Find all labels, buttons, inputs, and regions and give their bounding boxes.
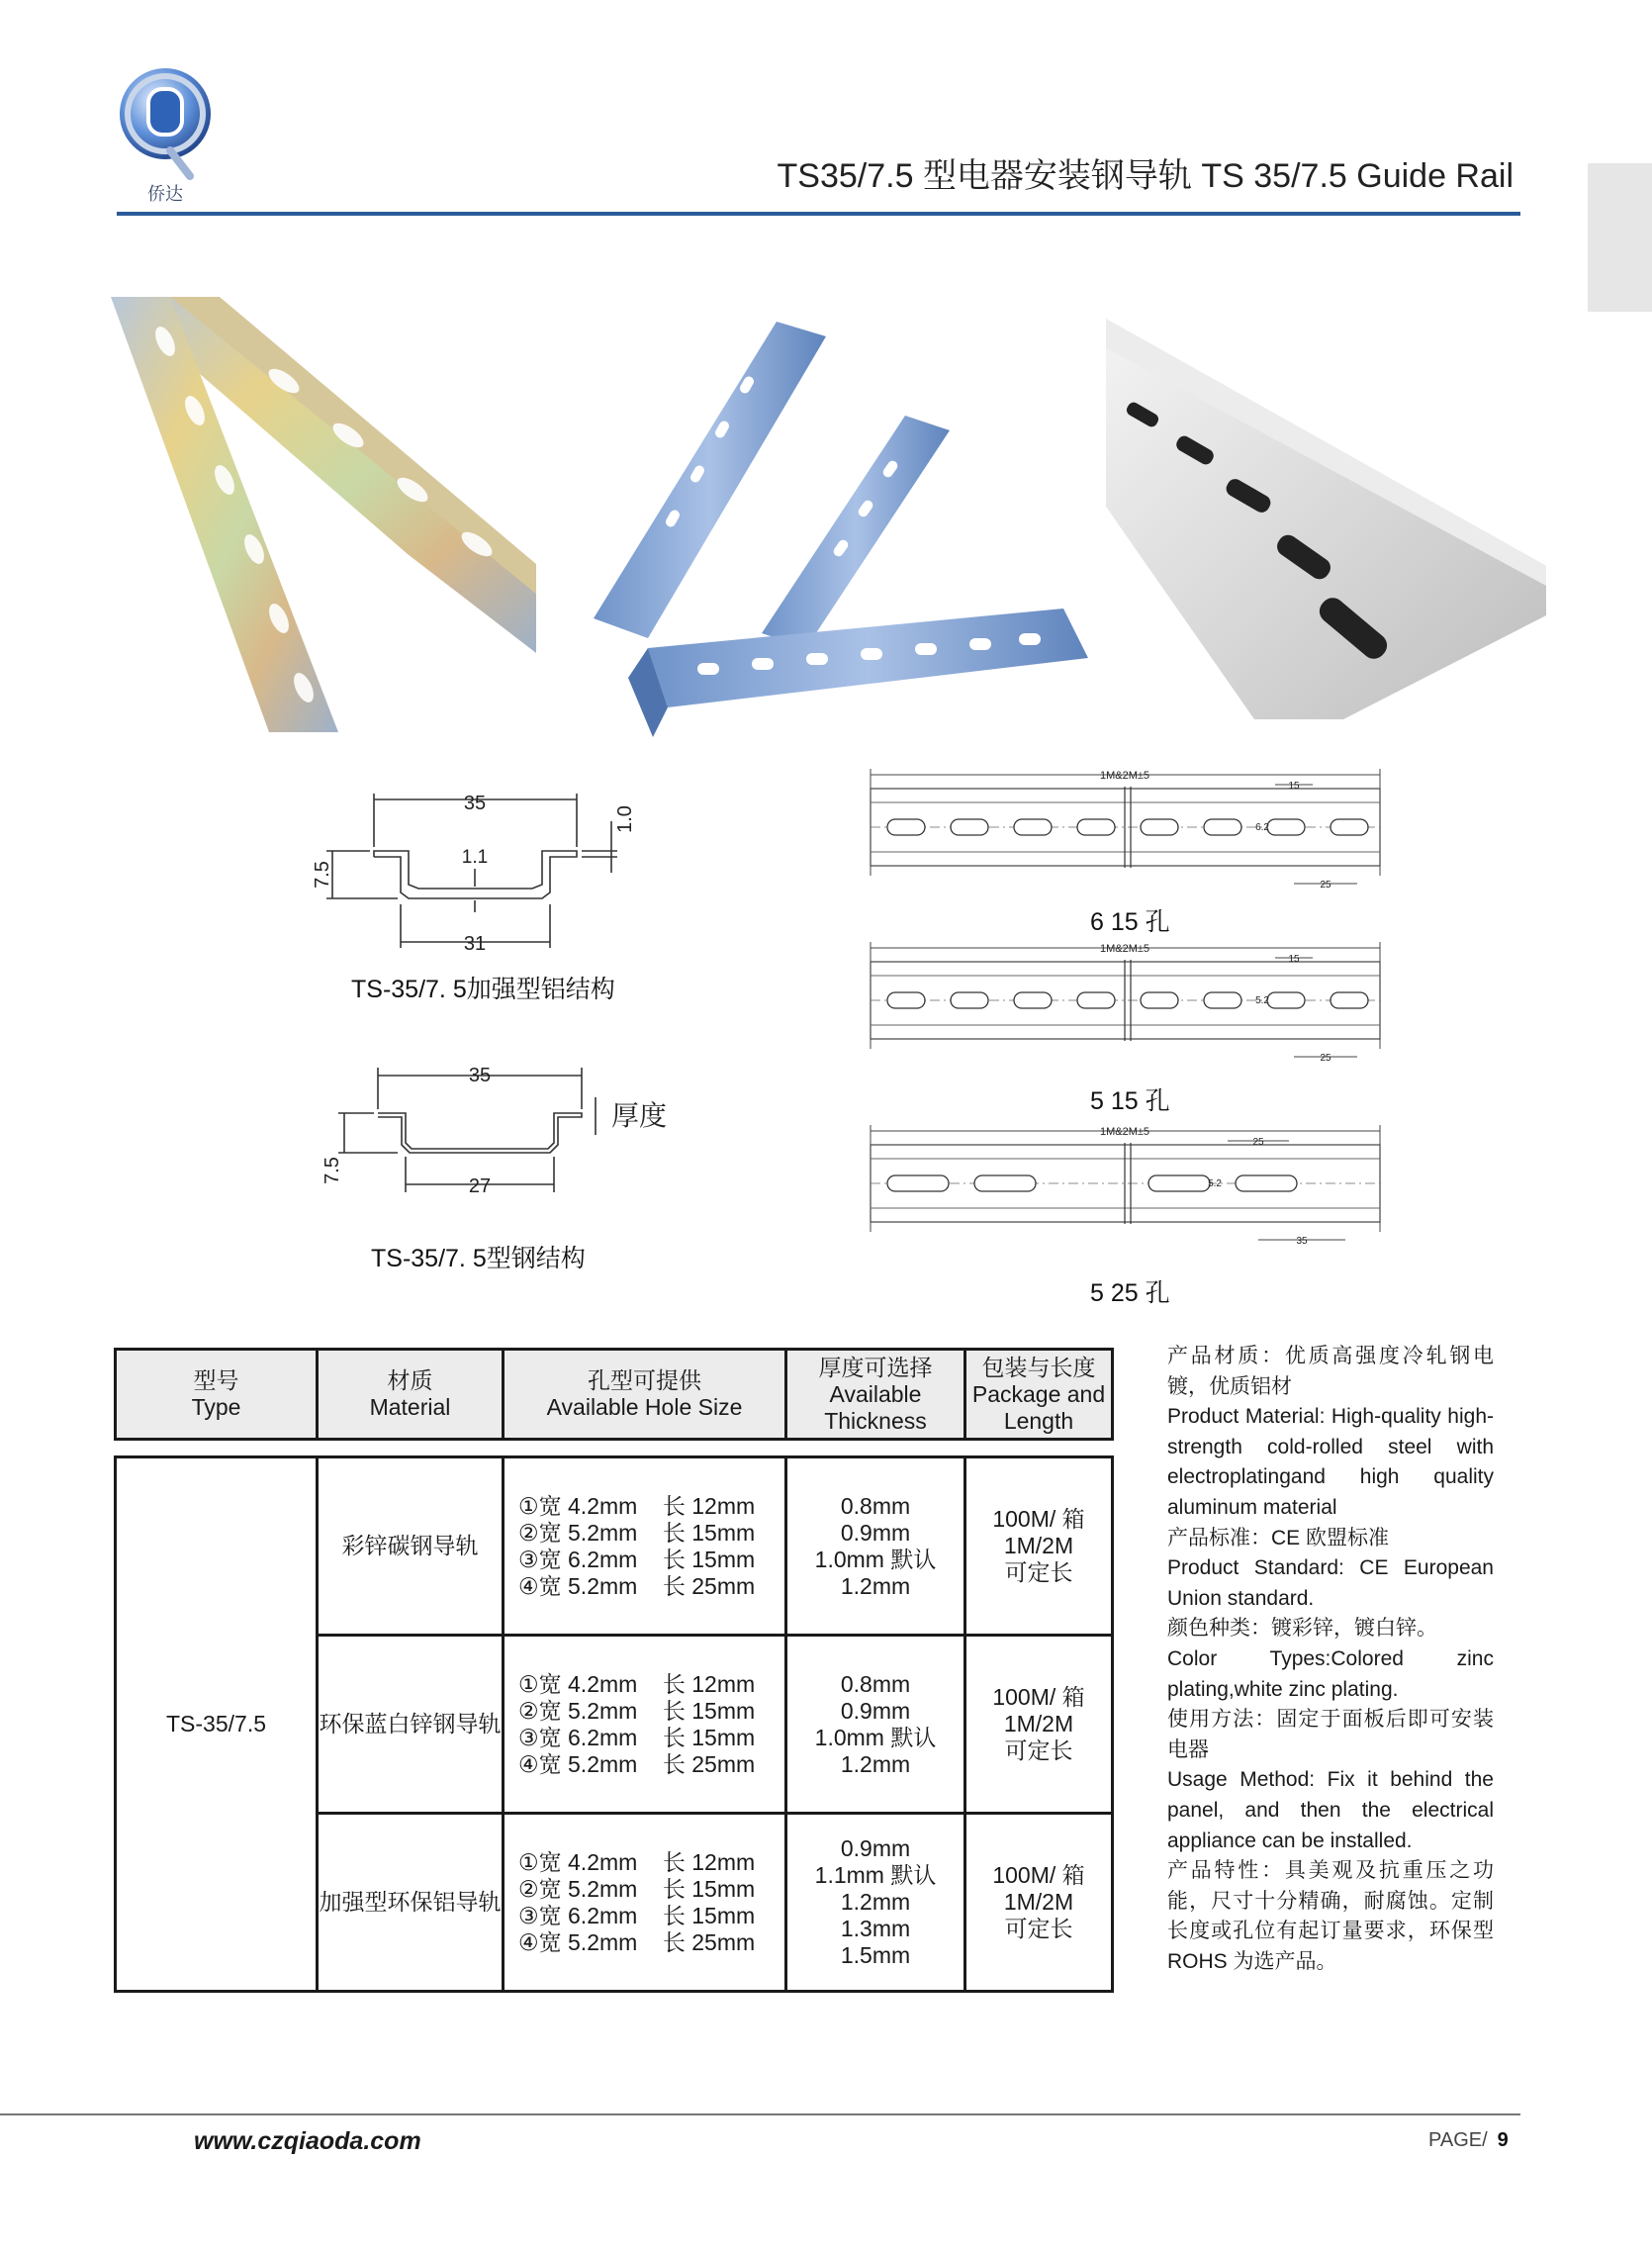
page-title: TS35/7.5 型电器安装钢导轨 TS 35/7.5 Guide Rail <box>777 157 1514 195</box>
photo-blue-zinc-rails <box>559 322 1088 737</box>
svg-text:1.0: 1.0 <box>614 805 636 833</box>
width-label: 6.2 <box>1255 822 1269 833</box>
hole-size-cell: ①宽 4.2mm 长 12mm ②宽 5.2mm 长 15mm ③宽 6.2mm 长 15mm ④宽 5.2mm 长 25mm <box>504 1636 786 1814</box>
hole-plan-3 <box>866 1123 1400 1257</box>
rail-hole <box>1204 819 1241 835</box>
description-paragraph: 使用方法：固定于面板后即可安装电器 <box>1167 1708 1494 1761</box>
header-thickness: 厚度可选择 Available Thickness <box>786 1350 965 1440</box>
description-paragraph: 产品特性：具美观及抗重压之功能，尺寸十分精确，耐腐蚀。定制长度或孔位有起订量要求，环保型 ROHS 为选产品。 <box>1167 1859 1494 1973</box>
hole-plan-caption: 5 15 孔 <box>1090 1087 1170 1115</box>
description-paragraph: Product Material: High-quality high-strength cold-rolled steel with electroplatingand high quality aluminum material <box>1167 1405 1494 1519</box>
svg-text:侨达: 侨达 <box>147 184 183 205</box>
footer-website: www.czqiaoda.com <box>194 2127 421 2155</box>
hole-label: 25 <box>1252 1137 1264 1148</box>
spec-table-body <box>114 1455 1114 1993</box>
header-type: 型号 Type <box>116 1350 318 1440</box>
width-label: 5.2 <box>1208 1178 1222 1189</box>
description-paragraph: 产品标准：CE 欧盟标准 <box>1167 1526 1390 1549</box>
rail-hole <box>1267 992 1305 1008</box>
header-hole-size: 孔型可提供 Available Hole Size <box>504 1350 786 1440</box>
package-cell: 100M/ 箱 1M/2M 可定长 <box>965 1457 1113 1636</box>
svg-text:厚度: 厚度 <box>611 1100 668 1131</box>
svg-text:35: 35 <box>463 793 487 814</box>
steel-profile-drawing <box>321 1054 683 1202</box>
rail-hole <box>1077 992 1115 1008</box>
photo-colored-zinc-rails <box>111 297 536 732</box>
width-label: 5.2 <box>1255 995 1269 1006</box>
rail-hole <box>887 1175 949 1191</box>
rail-hole <box>951 819 988 835</box>
package-cell: 100M/ 箱 1M/2M 可定长 <box>965 1814 1113 1992</box>
aluminum-profile-drawing <box>312 782 651 960</box>
svg-text:35: 35 <box>468 1065 492 1086</box>
product-description <box>1167 1342 1494 1977</box>
rail-hole <box>1204 992 1241 1008</box>
header-material: 材质 Material <box>318 1350 504 1440</box>
hole-size-cell: ①宽 4.2mm 长 12mm ②宽 5.2mm 长 15mm ③宽 6.2mm 长 15mm ④宽 5.2mm 长 25mm <box>504 1814 786 1992</box>
rail-hole <box>1077 819 1115 835</box>
description-paragraph: 产品材质：优质高强度冷轧钢电镀，优质铝材 <box>1167 1345 1494 1398</box>
package-cell: 100M/ 箱 1M/2M 可定长 <box>965 1636 1113 1814</box>
svg-text:1.1: 1.1 <box>461 847 489 868</box>
length-label: 1M&2M±5 <box>1099 770 1150 782</box>
company-logo <box>111 59 220 208</box>
description-paragraph: 颜色种类：镀彩锌，镀白锌。 <box>1167 1617 1437 1641</box>
svg-text:7.5: 7.5 <box>321 1157 343 1184</box>
side-tab <box>1588 163 1652 312</box>
svg-text:27: 27 <box>468 1175 492 1197</box>
rail-hole <box>1267 819 1305 835</box>
description-paragraph: Color Types:Colored zinc plating,white zinc plating. <box>1167 1646 1494 1701</box>
hole-label: 15 <box>1288 781 1300 792</box>
hole-plan-2 <box>866 940 1400 1074</box>
rail-hole <box>974 1175 1036 1191</box>
aluminum-profile-caption: TS-35/7. 5加强型铝结构 <box>351 976 615 1003</box>
page-number: PAGE/ 9 <box>1428 2129 1509 2151</box>
rail-hole <box>887 992 925 1008</box>
svg-text:31: 31 <box>463 933 487 955</box>
photo-aluminum-rail <box>1106 319 1546 719</box>
rail-hole <box>1141 819 1178 835</box>
description-paragraph: Product Standard: CE European Union standard. <box>1167 1556 1494 1610</box>
material-cell: 加强型环保铝导轨 <box>318 1814 504 1992</box>
header-divider <box>117 212 1520 216</box>
thickness-cell: 0.8mm 0.9mm 1.0mm 默认 1.2mm <box>786 1457 965 1636</box>
thickness-cell: 0.9mm 1.1mm 默认 1.2mm 1.3mm 1.5mm <box>786 1814 965 1992</box>
pitch-label: 25 <box>1320 1053 1331 1064</box>
rail-hole <box>1148 1175 1210 1191</box>
material-cell: 环保蓝白锌钢导轨 <box>318 1636 504 1814</box>
rail-hole <box>1141 992 1178 1008</box>
hole-plan-1 <box>866 767 1400 900</box>
material-cell: 彩锌碳钢导轨 <box>318 1457 504 1636</box>
length-label: 1M&2M±5 <box>1099 1126 1150 1138</box>
type-cell: TS-35/7.5 <box>116 1457 318 1992</box>
rail-hole <box>1331 992 1368 1008</box>
hole-label: 15 <box>1288 954 1300 965</box>
length-label: 1M&2M±5 <box>1099 943 1150 955</box>
thickness-cell: 0.8mm 0.9mm 1.0mm 默认 1.2mm <box>786 1636 965 1814</box>
hole-plan-caption: 5 25 孔 <box>1090 1279 1170 1307</box>
steel-profile-caption: TS-35/7. 5型钢结构 <box>371 1245 586 1272</box>
rail-hole <box>1014 992 1052 1008</box>
svg-text:7.5: 7.5 <box>312 861 333 889</box>
hole-plan-caption: 6 15 孔 <box>1090 908 1170 936</box>
rail-hole <box>887 819 925 835</box>
header-package: 包装与长度 Package and Length <box>965 1350 1113 1440</box>
footer-divider <box>0 2113 1520 2115</box>
pitch-label: 25 <box>1320 880 1331 891</box>
rail-hole <box>1014 819 1052 835</box>
rail-hole <box>951 992 988 1008</box>
pitch-label: 35 <box>1296 1236 1308 1247</box>
spec-table-header <box>114 1348 1114 1441</box>
rail-hole <box>1331 819 1368 835</box>
rail-hole <box>1236 1175 1297 1191</box>
table-row <box>116 1457 1113 1636</box>
hole-size-cell: ①宽 4.2mm 长 12mm ②宽 5.2mm 长 15mm ③宽 6.2mm 长 15mm ④宽 5.2mm 长 25mm <box>504 1457 786 1636</box>
description-paragraph: Usage Method: Fix it behind the panel, and then the electrical appliance can be installed. <box>1167 1768 1494 1852</box>
